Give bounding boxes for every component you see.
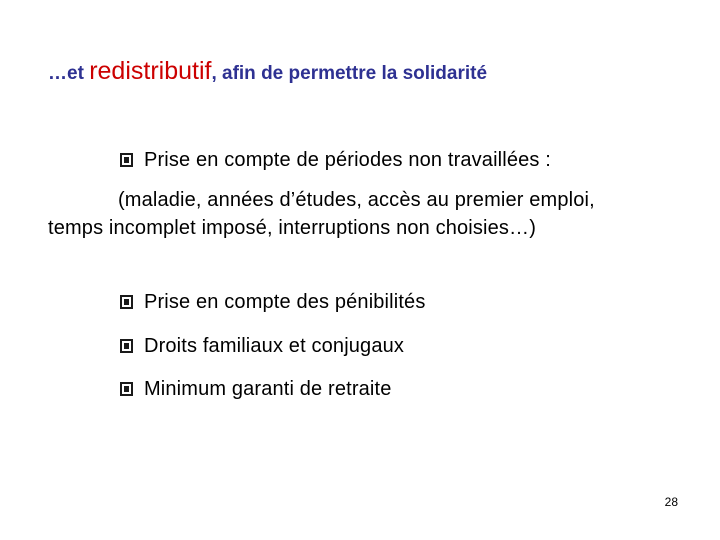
title-suffix: , afin de permettre la solidarité (211, 63, 488, 84)
bullet-item (120, 332, 404, 360)
bullet-item (120, 288, 425, 316)
bullet-item (120, 375, 391, 403)
bullet-text: Prise en compte de périodes non travaillées : (144, 148, 551, 171)
title-emphasis: redistributif (89, 57, 212, 85)
title-prefix: …et (48, 63, 90, 84)
square-bullet-icon (120, 295, 133, 309)
periods-examples-paragraph: (maladie, années d’études, accès au premier emploi, temps incomplet imposé, interruptions non choisies…) (48, 189, 595, 239)
bullet-text: Prise en compte des pénibilités (144, 290, 426, 313)
bullet-text: Minimum garanti de retraite (144, 377, 392, 400)
square-bullet-icon (120, 339, 133, 353)
bullet-item (120, 146, 551, 174)
square-bullet-icon (120, 382, 133, 396)
page-number: 28 (664, 495, 678, 509)
slide-title (48, 56, 487, 89)
square-bullet-icon (120, 153, 133, 167)
bullet-text: Droits familiaux et conjugaux (144, 334, 405, 357)
